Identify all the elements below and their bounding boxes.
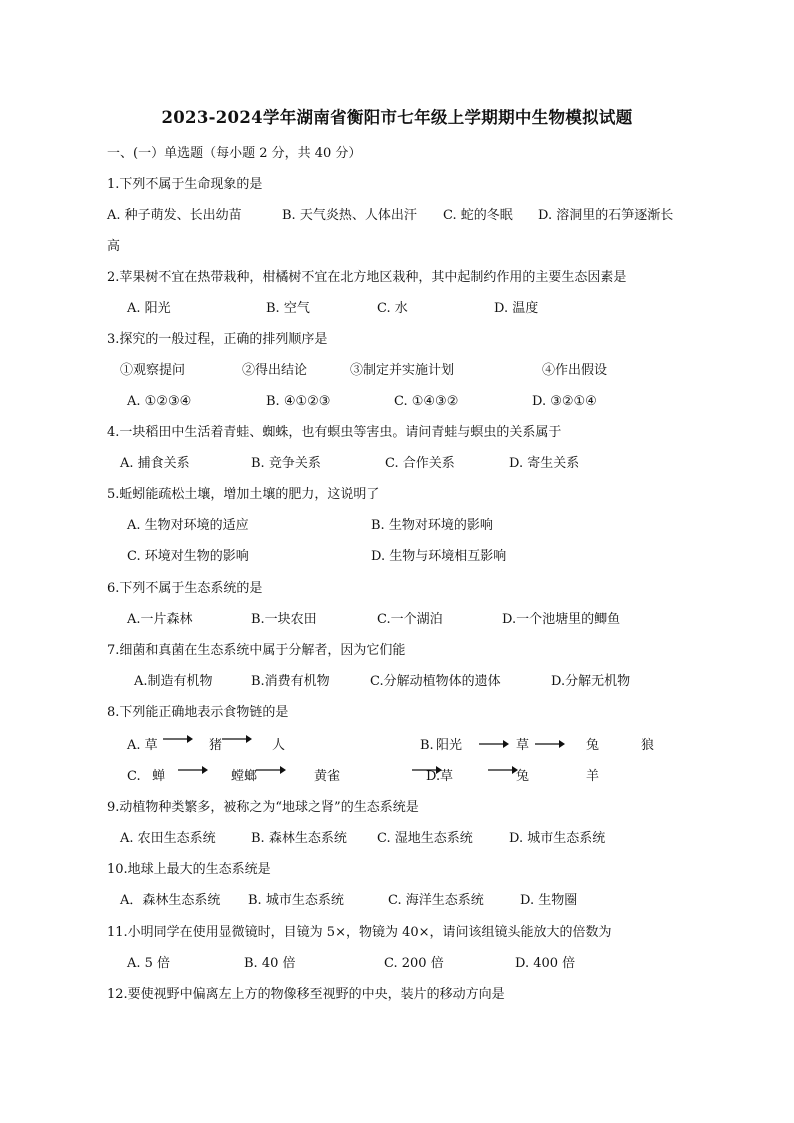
q7-option-d: D.分解无机物 (551, 674, 631, 689)
q8-chain-b-2: 草 (516, 738, 530, 753)
q8-chain-d-label: D. (426, 769, 441, 784)
question-9-stem: 9.动植物种类繁多，被称之为“地球之肾”的生态系统是 (107, 800, 419, 815)
q3-option-c: C. ①④③② (394, 394, 459, 409)
q1-option-b: B. 天气炎热、人体出汗 (282, 208, 417, 223)
question-10-stem: 10.地球上最大的生态系统是 (107, 862, 271, 877)
q8-chain-c-2: 螳螂 (231, 769, 258, 784)
q9-option-d: D. 城市生态系统 (509, 831, 606, 846)
q6-option-b: B.一块农田 (251, 612, 317, 627)
q4-option-b: B. 竞争关系 (251, 456, 321, 471)
q6-option-d: D.一个池塘里的鲫鱼 (502, 612, 621, 627)
q4-option-a: A. 捕食关系 (120, 456, 190, 471)
question-7-stem: 7.细菌和真菌在生态系统中属于分解者，因为它们能 (107, 643, 406, 658)
section-heading: 一、(一）单选题（每小题 2 分，共 40 分） (107, 146, 362, 161)
q8-chain-c-3: 黄雀 (314, 769, 341, 784)
arrow-right-icon (222, 732, 252, 746)
q1-option-c: C. 蛇的冬眠 (443, 208, 513, 223)
q8-chain-d-2: 兔 (516, 769, 530, 784)
q1-option-d-wrap: 高 (107, 239, 121, 254)
q3-step-4: ④作出假设 (542, 363, 608, 378)
q10-option-c: C. 海洋生态系统 (388, 893, 484, 908)
q10-option-a: A．森林生态系统 (120, 893, 221, 908)
q9-option-a: A. 农田生态系统 (120, 831, 216, 846)
q11-option-d: D. 400 倍 (515, 956, 576, 971)
q2-option-d: D. 温度 (494, 301, 539, 316)
question-2-stem: 2.苹果树不宜在热带栽种，柑橘树不宜在北方地区栽种，其中起制约作用的主要生态因素是 (107, 270, 627, 285)
q10-option-b: B. 城市生态系统 (248, 893, 344, 908)
arrow-right-icon (535, 737, 565, 751)
q4-option-d: D. 寄生关系 (509, 456, 580, 471)
q3-option-a: A. ①②③④ (127, 394, 192, 409)
q10-option-d: D. 生物圈 (520, 893, 578, 908)
q8-chain-b-label: B. (420, 738, 434, 753)
q11-option-b: B. 40 倍 (244, 956, 296, 971)
q8-chain-d-1: 草 (440, 769, 454, 784)
arrow-right-icon (178, 763, 208, 777)
q8-chain-a-3: 人 (272, 738, 286, 753)
q6-option-a: A.一片森林 (127, 612, 193, 627)
q8-chain-d-3: 羊 (586, 769, 600, 784)
question-8-stem: 8.下列能正确地表示食物链的是 (107, 705, 289, 720)
q5-option-c: C. 环境对生物的影响 (127, 549, 249, 564)
question-6-stem: 6.下列不属于生态系统的是 (107, 581, 263, 596)
arrow-right-icon (163, 732, 193, 746)
q7-option-c: C.分解动植物体的遗体 (370, 674, 501, 689)
q3-step-3: ③制定并实施计划 (350, 363, 455, 378)
q3-step-1: ①观察提问 (120, 363, 186, 378)
q8-chain-b-1: 阳光 (436, 738, 463, 753)
q11-option-c: C. 200 倍 (384, 956, 444, 971)
q7-option-a: A.制造有机物 (134, 674, 213, 689)
q8-chain-b-3: 兔 (586, 738, 600, 753)
arrow-right-icon (488, 763, 518, 777)
arrow-right-icon (479, 737, 509, 751)
question-5-stem: 5.蚯蚓能疏松土壤，增加土壤的肥力，这说明了 (107, 487, 380, 502)
q8-chain-b-4: 狼 (641, 738, 655, 753)
question-12-stem: 12.要使视野中偏离左上方的物像移至视野的中央，装片的移动方向是 (107, 987, 505, 1002)
q2-option-a: A. 阳光 (127, 301, 171, 316)
q9-option-b: B. 森林生态系统 (251, 831, 347, 846)
q4-option-c: C. 合作关系 (385, 456, 455, 471)
q6-option-c: C.一个湖泊 (377, 612, 443, 627)
question-1-stem: 1.下列不属于生命现象的是 (107, 177, 263, 192)
q8-chain-c-1: 蝉 (152, 769, 166, 784)
q11-option-a: A. 5 倍 (127, 956, 171, 971)
arrow-right-icon (256, 763, 286, 777)
q1-option-d: D. 溶洞里的石笋逐渐长 (538, 208, 674, 223)
q5-option-a: A. 生物对环境的适应 (127, 518, 249, 533)
q1-option-a: A. 种子萌发、长出幼苗 (107, 208, 242, 223)
q3-step-2: ②得出结论 (242, 363, 308, 378)
q7-option-b: B.消费有机物 (251, 674, 330, 689)
q8-chain-a-2: 猪 (209, 738, 223, 753)
question-4-stem: 4.一块稻田中生活着青蛙、蜘蛛，也有螟虫等害虫。请问青蛙与螟虫的关系属于 (107, 425, 562, 440)
q2-option-b: B. 空气 (266, 301, 310, 316)
q8-chain-a-1: A. 草 (127, 738, 158, 753)
exam-title: 2023-2024学年湖南省衡阳市七年级上学期期中生物模拟试题 (161, 108, 633, 127)
q3-option-d: D. ③②①④ (532, 394, 597, 409)
q3-option-b: B. ④①②③ (266, 394, 331, 409)
q5-option-d: D. 生物与环境相互影响 (371, 549, 507, 564)
q2-option-c: C. 水 (377, 301, 408, 316)
q9-option-c: C. 湿地生态系统 (377, 831, 473, 846)
question-3-stem: 3.探究的一般过程，正确的排列顺序是 (107, 332, 328, 347)
q8-chain-c-label: C. (127, 769, 141, 784)
q5-option-b: B. 生物对环境的影响 (371, 518, 493, 533)
question-11-stem: 11.小明同学在使用显微镜时，目镜为 5×，物镜为 40×，请问该组镜头能放大的倍数为 (107, 925, 612, 940)
